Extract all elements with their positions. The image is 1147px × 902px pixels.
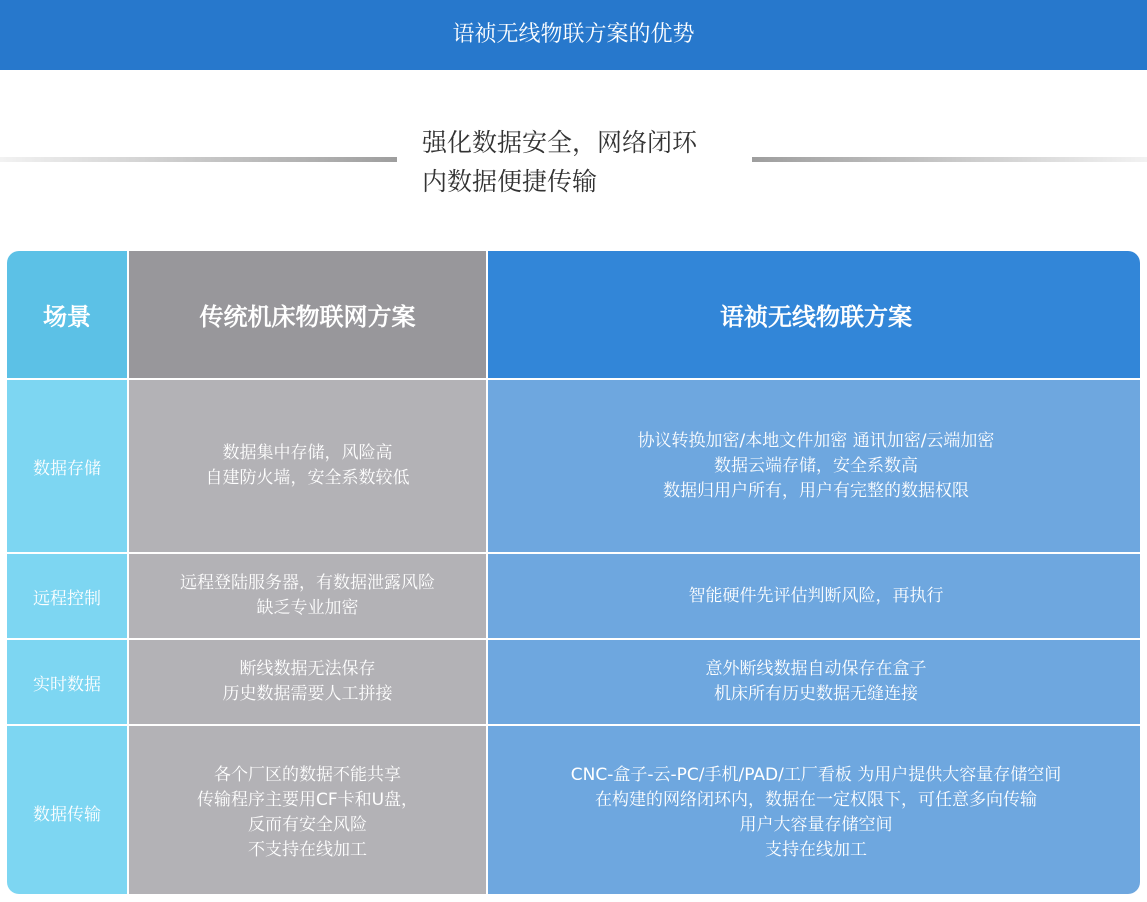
header-wireless: 语祯无线物联方案 [488,251,1140,378]
row-label-realtime-data: 实时数据 [7,640,127,724]
cell-line: 用户大容量存储空间 [739,814,893,835]
traditional-cell [129,726,486,894]
cell-line: 数据集中存储，风险高 [222,443,393,463]
wireless-cell [488,640,1140,724]
cell-line: 传输程序主要用CF卡和U盘， [196,789,419,810]
cell-line: CNC-盒子-云-PC/手机/PAD/工厂看板 为用户提供大容量存储空间 [570,764,1062,785]
cell-line: 自建防火墙，安全系数较低 [205,468,410,488]
cell-line: 缺乏专业加密 [256,598,359,618]
row-label-data-storage: 数据存储 [7,380,127,552]
subtitle-line: 强化数据安全，网络闭环 [422,128,698,157]
left-divider [0,157,397,162]
wireless-cell [488,554,1140,638]
header-scenario: 场景 [7,251,127,378]
banner-title: 语祯无线物联方案的优势 [0,0,1147,70]
comparison-table [7,251,1140,894]
row-label-remote-control: 远程控制 [7,554,127,638]
cell-line: 机床所有历史数据无缝连接 [714,684,918,704]
wireless-cell [488,380,1140,552]
cell-line: 数据云端存储，安全系数高 [714,455,918,476]
cell-line: 协议转换加密/本地文件加密 通讯加密/云端加密 [637,430,995,451]
cell-line: 反而有安全风险 [248,814,367,835]
traditional-cell [129,554,486,638]
traditional-cell [129,640,486,724]
cell-line: 各个厂区的数据不能共享 [214,764,401,785]
cell-line: 远程登陆服务器，有数据泄露风险 [180,573,435,593]
row-label-data-transfer: 数据传输 [7,726,127,894]
section-subtitle [422,123,752,201]
cell-line: 不支持在线加工 [248,839,367,860]
header-traditional: 传统机床物联网方案 [129,251,486,378]
traditional-cell [129,380,486,552]
cell-line: 在构建的网络闭环内，数据在一定权限下，可任意多向传输 [595,789,1037,810]
cell-line: 智能硬件先评估判断风险，再执行 [688,585,944,606]
cell-line: 数据归用户所有，用户有完整的数据权限 [663,480,969,501]
cell-line: 意外断线数据自动保存在盒子 [705,659,927,679]
cell-line: 历史数据需要人工拼接 [222,684,393,704]
subtitle-line: 内数据便捷传输 [422,167,598,196]
cell-line: 断线数据无法保存 [239,659,376,679]
wireless-cell [488,726,1140,894]
right-divider [752,157,1147,162]
cell-line: 支持在线加工 [765,839,867,860]
